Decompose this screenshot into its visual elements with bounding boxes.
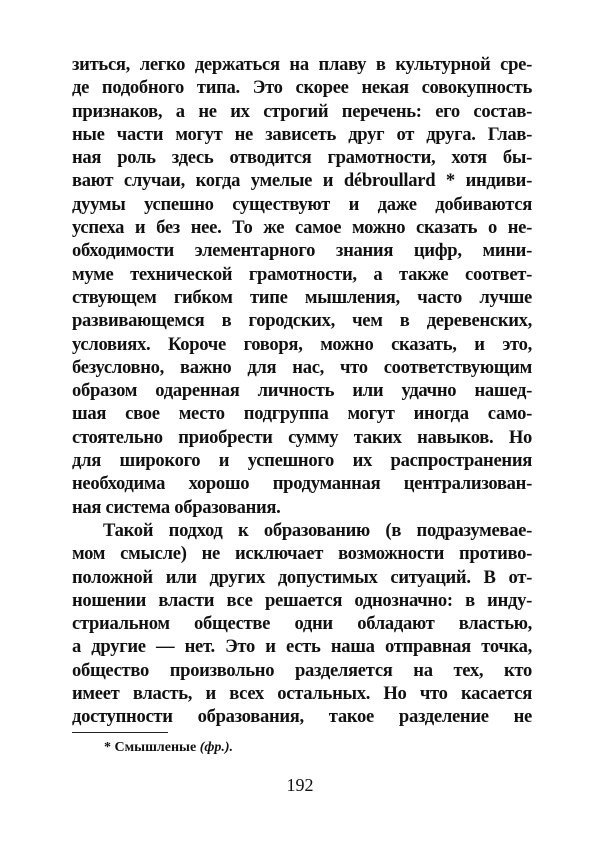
text-line: дуумы успешно существуют и даже добиваются (72, 193, 532, 215)
text-line: де подобного типа. Это скорее некая совокупность (72, 77, 532, 99)
footnote-separator (72, 732, 168, 733)
text-line: необходима хорошо продуманная централизован- (72, 473, 532, 495)
text-line: шая свое место подгруппа могут иногда само- (72, 403, 532, 425)
text-line: обходимости элементарного знания цифр, мини- (72, 240, 532, 262)
text-line: общество произвольно разделяется на тех, кто (72, 659, 532, 681)
text-line: ная система образования. (72, 496, 281, 518)
text-line: муме технической грамотности, а также соответ- (72, 263, 532, 285)
text-line: стоятельно приобрести сумму таких навыков. Но (72, 426, 532, 448)
text-line: вают случаи, когда умелые и débroullard * индиви- (72, 170, 532, 192)
text-line: имеет власть, и всех остальных. Но что касается (72, 683, 532, 705)
footnote-text: Смышленые (114, 740, 197, 755)
body-text (72, 53, 532, 729)
text-line: Такой подход к образованию (в подразумевае- (103, 519, 532, 541)
text-line: стриальном обществе одни обладают властью, (72, 613, 532, 635)
text-line: безусловно, важно для нас, что соответствующим (72, 356, 532, 378)
text-line: для широкого и успешного их распространения (72, 450, 532, 472)
text-line: зиться, легко держаться на плаву в культурной сре- (72, 54, 532, 75)
footnote (104, 739, 233, 757)
text-line: ные части могут не зависеть друг от друга. Глав- (72, 123, 532, 145)
text-line: ная роль здесь отводится грамотности, хотя бы- (72, 147, 532, 169)
text-line: ствующем гибком типе мышления, часто лучше (72, 286, 532, 308)
text-line: образом одаренная личность или удачно нашед- (72, 380, 532, 402)
text-line: мом смысле) не исключает возможности противо- (72, 543, 532, 565)
text-line: доступности образования, такое разделение не (72, 706, 532, 728)
text-line: развивающемся в городских, чем в деревенских, (72, 310, 532, 332)
page-number: 192 (286, 775, 314, 795)
text-line: ношении власти все решается однозначно: в инду- (72, 589, 532, 611)
text-line: положной или других допустимых ситуаций. В от- (72, 566, 532, 588)
footnote-language: (фр.). (199, 740, 234, 755)
text-line: признаков, а не их строгий перечень: его состав- (72, 100, 532, 122)
text-line: успеха и без нее. То же самое можно сказать о не- (72, 217, 532, 239)
footnote-marker: * (104, 740, 111, 755)
text-line: а другие — нет. Это и есть наша отправная точка, (72, 636, 532, 658)
text-line: условиях. Короче говоря, можно сказать, и это, (72, 333, 532, 355)
